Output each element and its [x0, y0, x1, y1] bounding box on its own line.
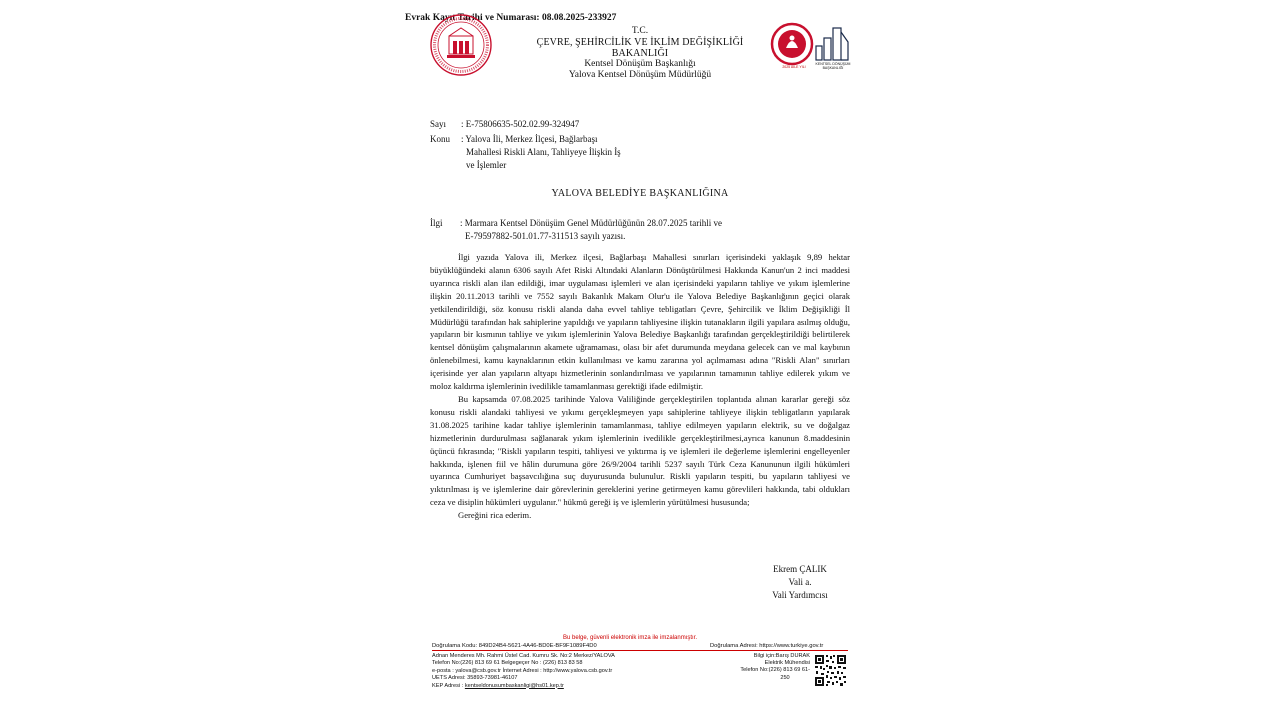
- footer-contact: [720, 653, 810, 682]
- sayi-label: Sayı: [430, 119, 447, 129]
- letter-body: [430, 251, 850, 522]
- contact-line-1: Bilgi için:Barış DURAK: [753, 653, 810, 659]
- document-page: [400, 0, 870, 720]
- konu-value-line3: ve İşlemler: [466, 160, 507, 170]
- qr-code-icon: [814, 654, 847, 687]
- body-paragraph-1: İlgi yazıda Yalova ili, Merkez ilçesi, Bağlarbaşı Mahallesi sınırları içerisindeki yaklaşık 9,89 hektar büyüklüğündeki alanın 6306 sayılı Afet Riski Altındaki Alanların Dönüştürülmesi Hakkında Kanun'un 2 inci maddesi uyarınca riskli alan ilan edildiği, imar uygulaması işlemleri ve alan içerisindeki yapıların tahliye ve yıkım işlemlerine ilişkin 20.11.2013 tarihli ve 7552 sayılı Bakanlık Makam Olur'u ile Yalova Belediye Başkanlığının geçici olarak yetkilendirildiği, söz konusu riskli alanda daha evvel tahliye tebligatları Çevre, Şehircilik ve İklim Değişikliği İl Müdürlüğü tarafından hak sahiplerine yapıldığı ve yapıların tahliyesine ilişkin tutanakların ilgili yapılara asılmış olduğu, yapıların bir kısmının tahliye ve yıkım işlemlerinin Yalova Belediye Başkanlığı tarafından gerçekleştirildiği belirtilerek kentsel dönüşüm çalışmalarının akamete uğramaması, olası bir afet durumunda meydana gelecek can ve mal kaybının önlenebilmesi, kamu kaynaklarının etkin kullanılması ve kamu zararına yol açılmaması adına "Riskli Alan" sınırları içerisinde yer alan yapıların altyapı hizmetlerinin sonlandırılması ve yapılarının tamamının tahliye edilerek yıkım ve moloz kaldırma işlemlerinin ivedilikle tamamlanması gerektiği ifade edilmiştir.: [430, 252, 850, 392]
- footer-divider: [432, 650, 848, 651]
- letterhead-department: Kentsel Dönüşüm Başkanlığı: [584, 59, 696, 69]
- signer-authority: Vali a.: [788, 577, 812, 587]
- addressee: YALOVA BELEDİYE BAŞKANLIĞINA: [551, 188, 729, 199]
- address-line-1: Adnan Menderes Mh. Rahmi Üstel Cad. Kumru Sk. No:2 Merkez/YALOVA: [432, 653, 615, 659]
- letterhead-tc: T.C.: [631, 26, 649, 36]
- family-year-caption: 2025 AİLE YILI: [782, 65, 806, 69]
- signature-block: [750, 563, 850, 602]
- contact-line-4: 250: [780, 674, 790, 681]
- verification-address[interactable]: Doğrulama Adresi: https://www.turkiye.gov.tr: [710, 643, 824, 649]
- address-line-3[interactable]: e-posta : yalova@csb.gov.tr İnternet Adresi : http://www.yalova.csb.gov.tr: [432, 667, 613, 674]
- family-year-logo-icon: [770, 22, 814, 70]
- contact-line-3: Telefon No:(226) 813 69 61-: [740, 667, 810, 674]
- sayi-value: : E-75806635-502.02.99-324947: [461, 119, 580, 129]
- signer-name: Ekrem ÇALIK: [773, 564, 827, 574]
- body-paragraph-3: Gereğini rica ederim.: [458, 510, 532, 521]
- kep-link[interactable]: kentseldonusumbaskanligi@hs01.kep.tr: [464, 682, 564, 689]
- letterhead-ministry: ÇEVRE, ŞEHİRCİLİK VE İKLİM DEĞİŞİKLİĞİ BAKANLIĞI: [536, 37, 744, 59]
- address-line-2: Telefon No:(226) 813 69 61 Belgegeçer No : (226) 813 83 58: [432, 660, 583, 667]
- footer-address: [432, 653, 712, 690]
- letterhead-directorate: Yalova Kentsel Dönüşüm Müdürlüğü: [568, 70, 712, 80]
- ministry-seal-icon: [430, 14, 492, 76]
- ilgi-value-line1: : Marmara Kentsel Dönüşüm Genel Müdürlüğünün 28.07.2025 tarihli ve: [460, 218, 722, 228]
- kentsel-donusum-caption: KENTSEL DÖNÜŞÜM BAŞKANLIĞI: [815, 62, 851, 70]
- letterhead: [508, 26, 772, 81]
- signer-title: Vali Yardımcısı: [772, 590, 828, 600]
- kep-label: KEP Adresi :: [432, 682, 465, 689]
- body-paragraph-2: Bu kapsamda 07.08.2025 tarihinde Yalova Valiliğinde gerçekleştirilen toplantıda alınan kararlar gereği söz konusu riskli alandaki tahliyesi ve yıkımı gerçekleşmeyen yapı sahiplerine tahliyeye ilişkin tebligatların yapılarak 31.08.2025 tarihine kadar tahliye işlemlerinin tamamlanması, tahliye edilmeyen yapıların elektrik, su ve doğalgaz hizmetlerinin durdurulması sağlanarak yıkım işlemlerinin ivedilikle gerçekleştirilmesi,ayrıca kanunun 8.maddesinin üçüncü fıkrasında; "Riskli yapıların tespiti, tahliyesi ve yıktırma iş ve işlemleri ile değerleme işlemlerini engelleyenler hakkında, işlenen fiil ve hâlin durumuna göre 26/9/2004 tarihli 5237 sayılı Türk Ceza Kanununun ilgili hükümleri uyarınca Cumhuriyet başsavcılığına suç duyurusunda bulunulur. Riskli yapıların tespiti, bu yapıların tahliyesi ve yıktırılması iş ve işlemlerine dair görevlerinin gereklerini yerine getirmeyen kamu görevlileri hakkında, tabi oldukları ceza ve disiplin hükümleri uygulanır." hükmü gereği iş ve işlemlerin yürütülmesi hususunda;: [430, 393, 850, 508]
- e-signature-notice: Bu belge, güvenli elektronik imza ile imzalanmıştır.: [563, 635, 698, 641]
- address-line-5: [432, 683, 712, 690]
- verification-code: Doğrulama Kodu: 849D24B4-5621-4A46-BD0E-BF9F1089F4D0: [432, 643, 597, 649]
- address-line-4: UETS Adresi: 35893-73981-46107: [432, 675, 518, 682]
- ilgi-value-line2: E-79597882-501.01.77-311513 sayılı yazısı.: [465, 231, 626, 241]
- konu-value-line2: Mahallesi Riskli Alanı, Tahliyeye İlişkin İş: [466, 147, 621, 157]
- contact-line-2: Elektrik Mühendisi: [764, 660, 810, 667]
- konu-value-line1: : Yalova İli, Merkez İlçesi, Bağlarbaşı: [461, 134, 598, 144]
- ilgi-label: İlgi: [430, 218, 443, 228]
- document-registry-stamp: Evrak Kayıt Tarihi ve Numarası: 08.08.2025-233927: [405, 13, 617, 23]
- konu-label: Konu: [430, 134, 450, 144]
